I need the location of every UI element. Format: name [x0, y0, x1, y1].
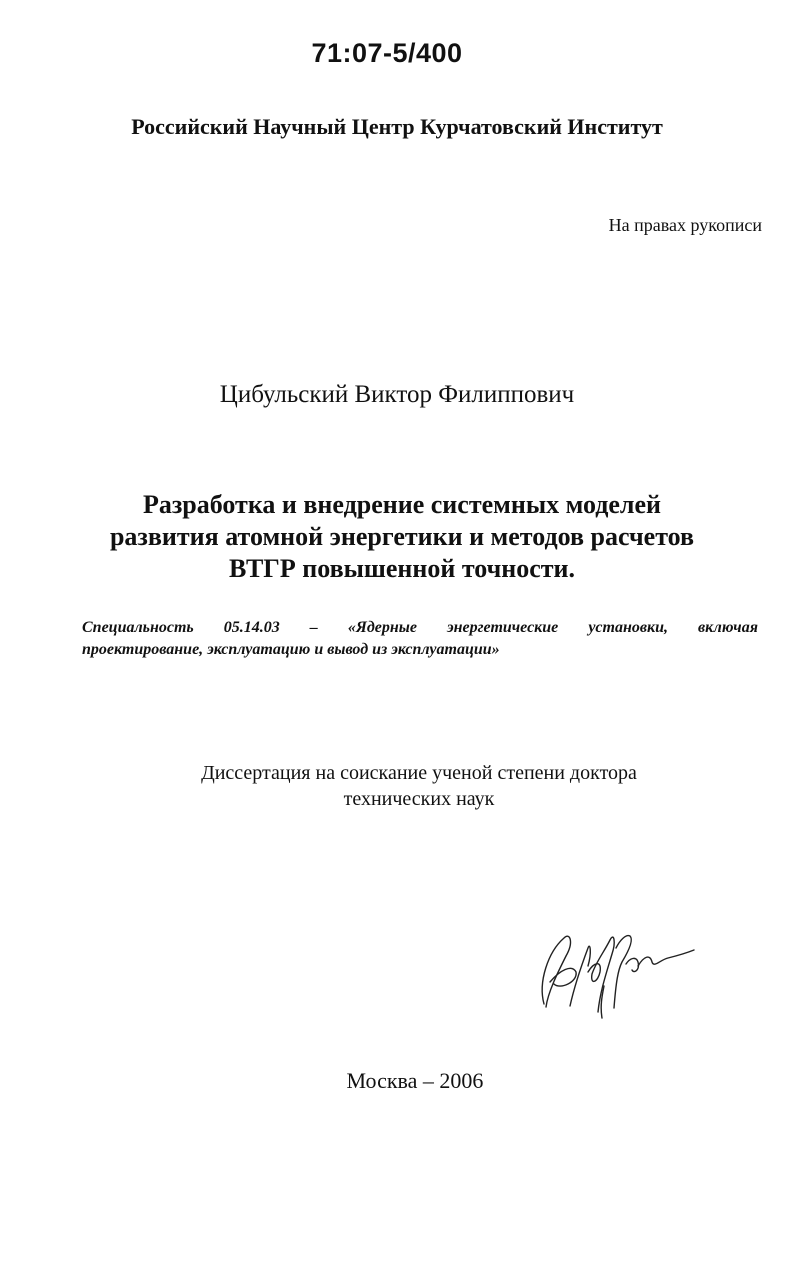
specialty-word: Специальность	[82, 619, 194, 636]
specialty-word: энергетические	[447, 619, 559, 636]
dissertation-title	[60, 489, 744, 585]
author-name: Цибульский Виктор Филиппович	[219, 381, 575, 408]
specialty-word: установки,	[588, 619, 668, 636]
place-year: Москва – 2006	[346, 1068, 484, 1093]
specialty-word: включая	[698, 619, 758, 636]
specialty-word: 05.14.03	[223, 619, 280, 636]
specialty-line-2: проектирование, эксплуатацию и вывод из эксплуатации»	[82, 641, 500, 658]
institution-name: Российский Научный Центр Курчатовский Институт	[131, 114, 663, 139]
specialty-line-1	[82, 617, 758, 639]
specialty-word: «Ядерные	[347, 619, 417, 636]
catalog-number	[0, 38, 794, 69]
signature-icon	[530, 912, 700, 1022]
title-line: развития атомной энергетики и методов расчетов	[109, 522, 695, 551]
degree-line-2: технических наук	[343, 788, 495, 810]
degree-line-1: Диссертация на соискание ученой степени доктора	[201, 762, 637, 784]
specialty-block	[82, 617, 758, 661]
degree-statement	[0, 760, 794, 812]
title-line: ВТГР повышенной точности.	[228, 554, 576, 583]
catalog-number-text: 71:07-5/400	[311, 38, 463, 68]
specialty-word: –	[309, 619, 318, 636]
rights-note: На правах рукописи	[608, 215, 762, 235]
title-line: Разработка и внедрение системных моделей	[142, 490, 662, 519]
